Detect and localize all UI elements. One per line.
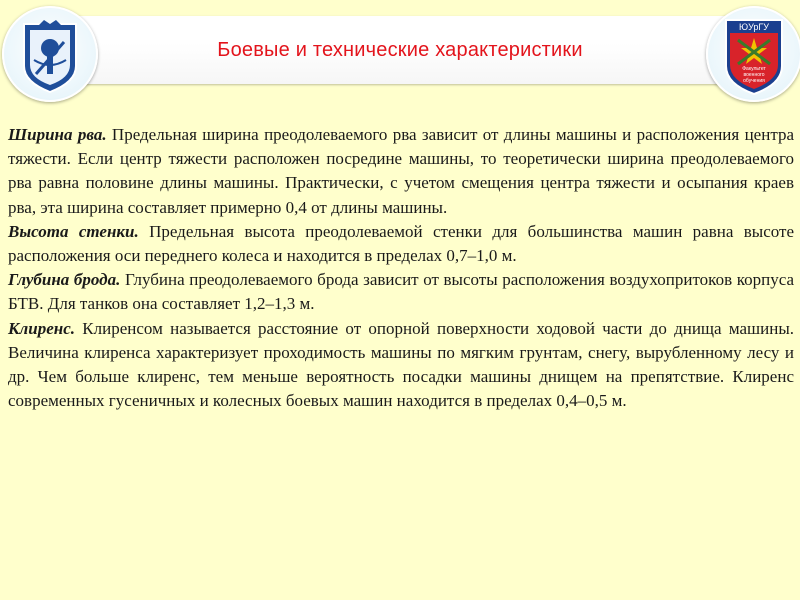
faculty-line-3: обучения xyxy=(743,78,765,84)
page-title: Боевые и технические характеристики xyxy=(217,38,583,61)
paragraph-clearance xyxy=(8,317,794,414)
paragraph-ford-depth xyxy=(8,268,794,316)
university-crest-graphic xyxy=(4,8,96,100)
faculty-shield-graphic xyxy=(708,8,800,100)
text-clearance: Клиренсом называется расстояние от опорной поверхности ходовой части до днища машины. Величина клиренса характеризует проходимость машины по мягким грунтам, снегу, вырубленному лесу и др. Чем больше клиренс, тем меньше вероятность посадки машины днищем на препятствие. Клиренс современных гусеничных и колесных боевых машин находится в пределах 0,4–0,5 м. xyxy=(8,318,794,411)
faculty-line-1: Факультет xyxy=(742,66,766,72)
paragraph-ditch-width xyxy=(8,123,794,220)
term-ditch-width: Ширина рва. xyxy=(8,125,107,144)
paragraph-wall-height xyxy=(8,220,794,268)
military-faculty-shield-icon xyxy=(706,6,800,102)
text-ford-depth: Глубина преодолеваемого брода зависит от высоты расположения воздухопритоков корпуса БТВ. Для танков она составляет 1,2–1,3 м. xyxy=(8,270,795,314)
term-ford-depth: Глубина брода. xyxy=(8,270,121,290)
text-ditch-width: Предельная ширина преодолеваемого рва зависит от длины машины и расположения центра тяжести. Если центр тяжести расположен посредине машины, то теоретически ширина преодолеваемого рва равна половине длины машины. Практически, с учетом смещения центра тяжести и осыпания краев рва, эта ширина составляет примерно 0,4 от длины машины. xyxy=(8,125,794,217)
term-wall-height: Высота стенки. xyxy=(8,221,139,241)
term-clearance: Клиренс. xyxy=(8,318,75,338)
main-content xyxy=(8,123,794,413)
university-crest-icon xyxy=(2,6,98,102)
text-wall-height: Предельная высота преодолеваемой стенки для большинства машин равна высоте расположения оси переднего колеса и находится в пределах 0,7–1,0 м. xyxy=(8,221,794,266)
faculty-abbrev: ЮУрГУ xyxy=(738,22,770,32)
faculty-line-2: военного xyxy=(743,72,765,78)
